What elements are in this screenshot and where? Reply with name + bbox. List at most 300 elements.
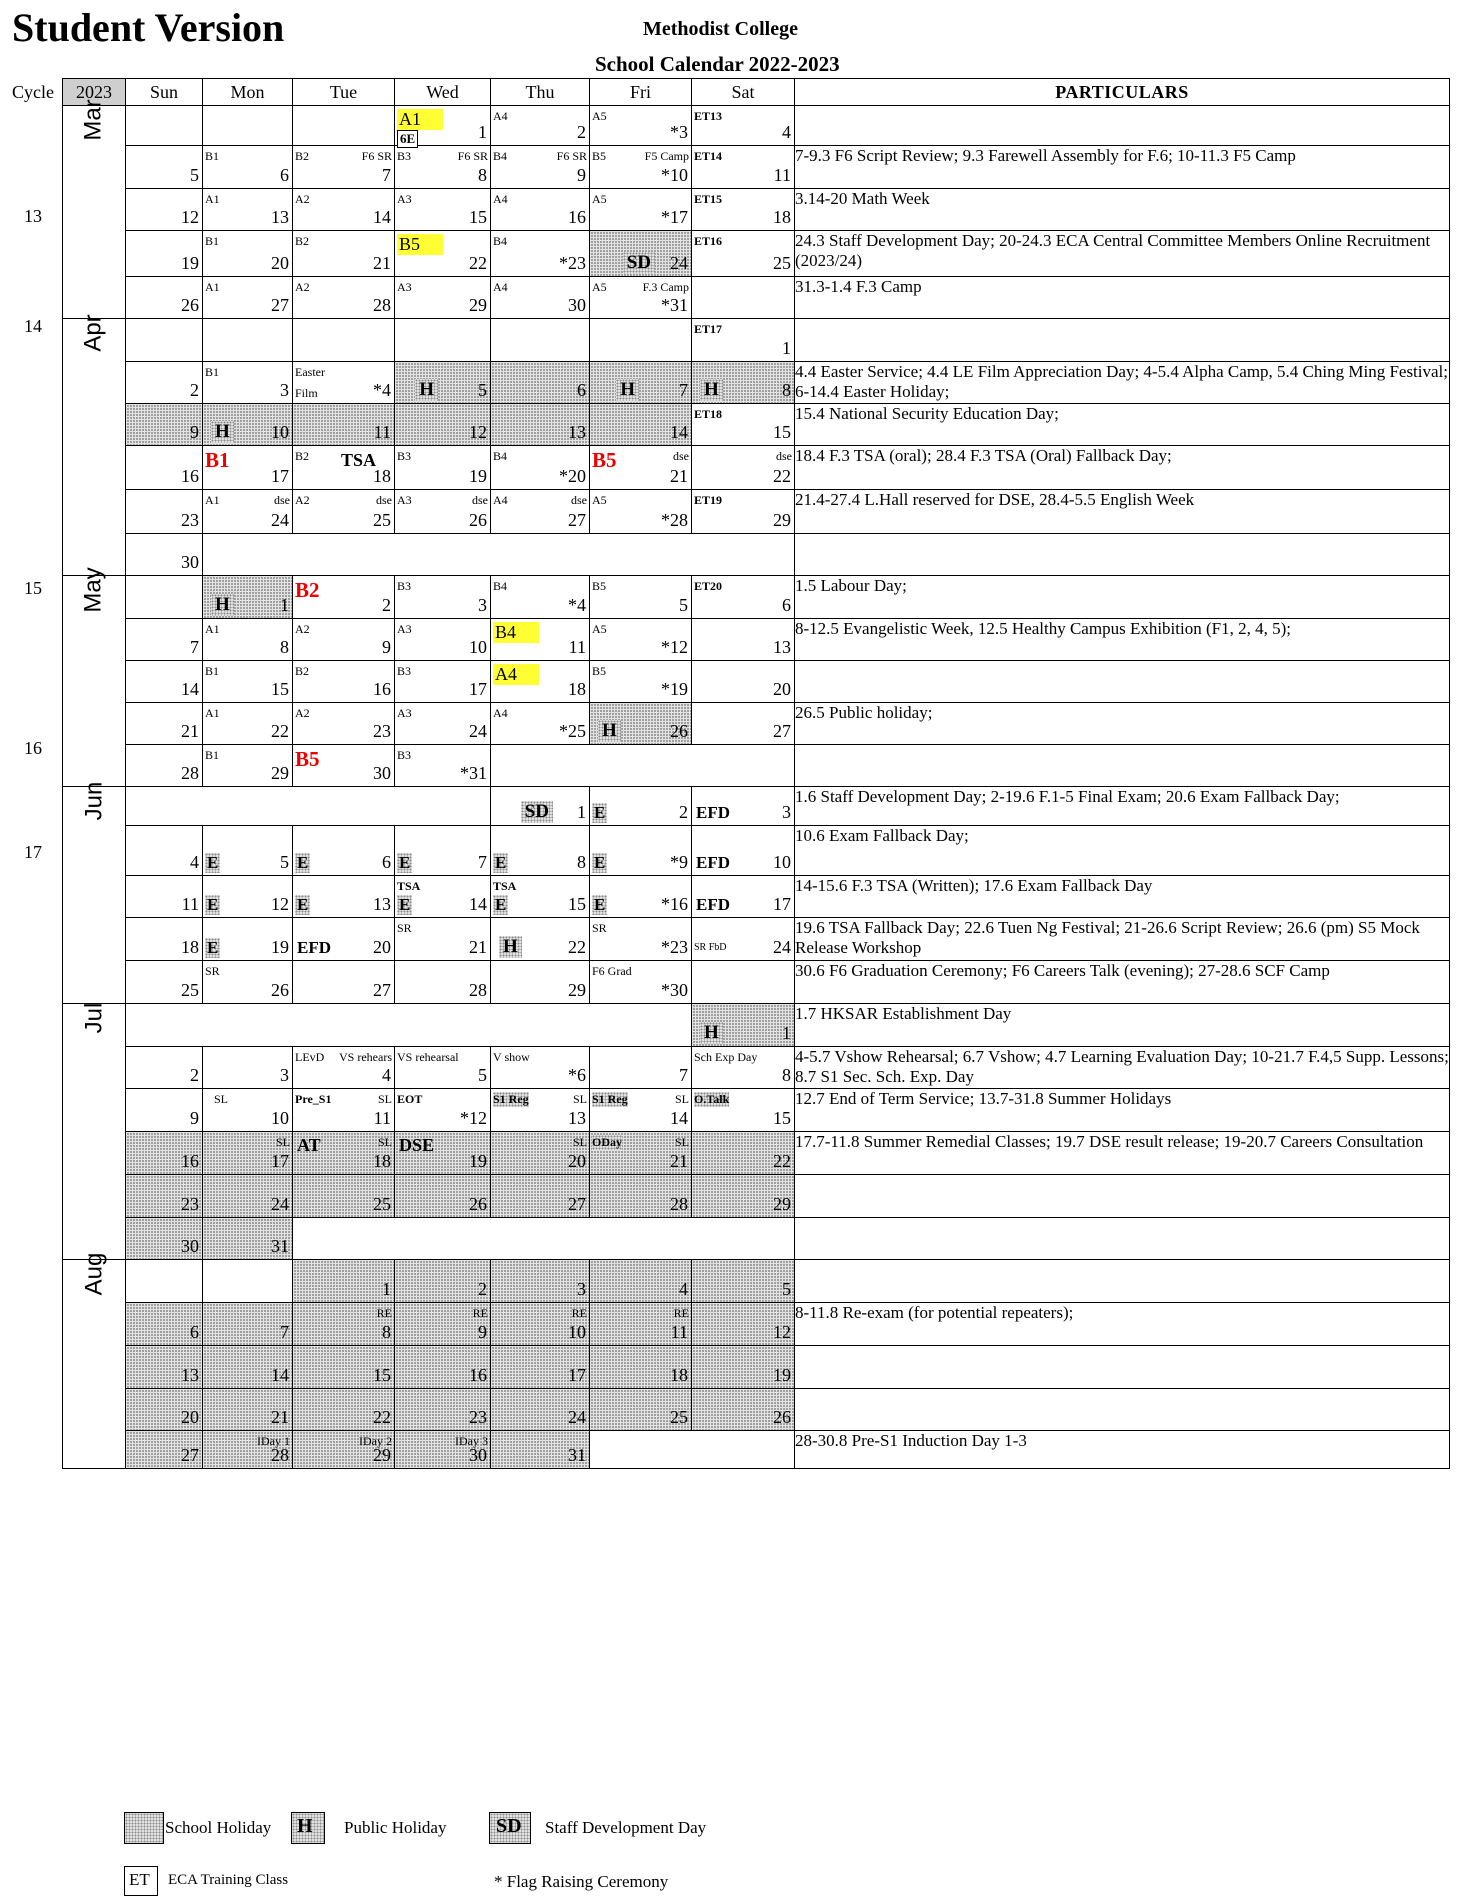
cycle-code: A2 [295,622,310,636]
cycle-code: A4 [493,109,508,123]
exam-mark: E [399,853,411,872]
day-cell [491,1047,590,1089]
day-number: 13 [568,1108,586,1128]
day-cell [126,918,203,961]
day-number: 26 [670,721,688,741]
day-cell [203,146,293,189]
week-row [63,1218,1450,1260]
day-cell [203,619,293,661]
day-cell [491,876,590,918]
day-number: 7 [190,637,199,657]
day-number: 26 [469,510,487,530]
day-number: 22 [568,937,586,957]
cycle-code: A2 [295,192,310,206]
particulars-cell: 17.7-11.8 Summer Remedial Classes; 19.7 DSE result release; 19-20.7 Careers Consultation [795,1132,1450,1175]
cycle-code: A1 [205,192,220,206]
empty-day-cell [203,319,293,362]
day-cell [491,404,590,446]
empty-day-cell [126,1260,203,1303]
empty-day-cell [293,106,395,146]
day-cell [590,787,692,826]
day-cell [203,362,293,404]
cycle-code: ET17 [694,322,723,336]
day-cell [126,362,203,404]
day-number: 24 [568,1407,586,1427]
day-number: 5 [280,852,289,872]
day-number: 9 [382,637,391,657]
cycle-code: B5 [592,448,617,472]
day-number: 19 [271,937,289,957]
day-cell [590,277,692,319]
day-number: 18 [670,1365,688,1385]
day-cell [395,619,491,661]
day-number: 14 [670,422,688,442]
day-cell [491,1089,590,1132]
day-number: 29 [773,510,791,530]
day-number: 5 [478,380,487,400]
day-number: 14 [271,1365,289,1385]
document-title: Student Version [12,5,285,50]
month-label [63,567,126,787]
cycle-code: A2 [295,493,310,507]
cycle-code: B5 [592,149,607,163]
particulars-cell: 19.6 TSA Fallback Day; 22.6 Tuen Ng Festival; 21-26.6 Script Review; 26.6 (pm) S5 Mock Release Workshop [795,918,1450,961]
day-number: 17 [568,1365,586,1385]
day-number: 6 [190,1322,199,1342]
day-cell [126,277,203,319]
day-cell [692,787,795,826]
day-cell [395,446,491,490]
day-number: 29 [469,295,487,315]
day-number: 15 [271,679,289,699]
event-note: SL [377,1092,392,1106]
day-cell [395,1389,491,1431]
day-number: *3 [670,122,688,142]
day-cell [395,1260,491,1303]
cycle-code: B3 [397,748,412,762]
month-label [63,99,126,319]
day-cell [126,1389,203,1431]
day-number: 30 [568,295,586,315]
day-number: *17 [661,207,688,227]
cell-subnote: Film [295,386,318,400]
day-cell [293,661,395,703]
day-cell [126,1346,203,1389]
day-cell [126,619,203,661]
day-cell [590,961,692,1004]
week-row [63,1431,1450,1469]
cycle-code: B1 [205,748,220,762]
cycle-code: ET20 [694,579,723,593]
day-header-sat: Sat [692,79,795,106]
day-number: 6 [577,380,586,400]
day-cell [590,362,692,404]
day-cell [126,876,203,918]
particulars-cell: 24.3 Staff Development Day; 20-24.3 ECA Central Committee Members Online Recruitment (2023/24) [795,231,1450,277]
cycle-code: A2 [295,706,310,720]
cycle-code: Pre_S1 [295,1092,332,1106]
day-number: 19 [469,1151,487,1171]
day-cell [590,1346,692,1389]
week-row [63,106,1450,146]
cycle-code: B1 [205,149,220,163]
cycle-code: F6 Grad [592,964,632,978]
empty-day-cell [395,319,491,362]
particulars-cell: 28-30.8 Pre-S1 Induction Day 1-3 [795,1431,1450,1469]
cycle-code: A4 [493,192,508,206]
event-note: SL [674,1092,689,1106]
cycle-code: B5 [592,579,607,593]
day-number: 18 [373,466,391,486]
day-number: 2 [382,595,391,615]
day-cell [590,826,692,876]
empty-day-cell [203,1260,293,1303]
cycle-15: 15 [24,578,42,598]
public-holiday-mark: H [297,1815,313,1837]
cycle-code: B3 [397,449,412,463]
cycle-code: A5 [592,192,607,206]
week-row [63,490,1450,534]
cycle-code: B4 [493,149,508,163]
exam-mark: E [207,853,219,872]
empty-day-cell [491,745,795,787]
day-number: 27 [568,1194,586,1214]
day-cell [590,1089,692,1132]
week-row [63,231,1450,277]
day-number: 24 [670,253,688,273]
day-number: 11 [373,422,391,442]
day-cell [203,446,293,490]
day-cell [395,231,491,277]
day-number: *25 [559,721,586,741]
exam-mark: EFD [696,895,730,914]
public-holiday-mark: H [700,1022,723,1044]
day-number: 14 [469,894,487,914]
cycle-code: B2 [295,664,310,678]
cycle-code: EOT [397,1092,423,1106]
day-number: 30 [469,1445,487,1465]
day-cell [293,362,395,404]
day-number: 29 [373,1445,391,1465]
day-number: 14 [373,207,391,227]
day-header-thu: Thu [491,79,590,106]
day-cell [590,918,692,961]
day-cell [590,231,692,277]
day-number: 3 [280,1065,289,1085]
day-number: 5 [679,595,688,615]
day-cell [203,1218,293,1260]
day-cell [203,404,293,446]
cycle-code: ET15 [694,192,723,206]
particulars-cell: 4.4 Easter Service; 4.4 LE Film Appreciation Day; 4-5.4 Alpha Camp, 5.4 Ching Ming Festival; 6-14.4 Easter Holiday; [795,362,1450,404]
day-number: 20 [773,679,791,699]
day-number: 25 [181,980,199,1000]
day-cell [395,106,491,146]
empty-day-cell [126,576,203,619]
day-cell [395,146,491,189]
day-number: 26 [271,980,289,1000]
day-cell [126,231,203,277]
day-cell [692,1346,795,1389]
day-number: 26 [181,295,199,315]
week-row [63,576,1450,619]
day-cell [692,1260,795,1303]
week-row [63,703,1450,745]
particulars-cell: 30.6 F6 Graduation Ceremony; F6 Careers Talk (evening); 27-28.6 SCF Camp [795,961,1450,1004]
day-number: 6 [382,852,391,872]
day-cell [590,619,692,661]
day-number: 7 [382,165,391,185]
day-cell [491,1389,590,1431]
day-number: 22 [773,466,791,486]
cycle-code: A1 [397,109,443,130]
cycle-code: B4 [493,622,539,643]
cycle-code: B2 [295,578,320,602]
particulars-cell: 7-9.3 F6 Script Review; 9.3 Farewell Assembly for F.6; 10-11.3 F5 Camp [795,146,1450,189]
day-number: 11 [773,165,791,185]
day-number: 21 [670,466,688,486]
day-number: 30 [181,552,199,572]
event-note: SL [214,1092,229,1106]
day-cell [692,826,795,876]
day-cell [395,1175,491,1218]
cycle-code: SR [592,921,607,935]
month-label [63,1252,126,1469]
cycle-code: ET18 [694,407,723,421]
event-note: SL [674,1135,689,1149]
day-number: 31 [568,1445,586,1465]
cycle-code: A3 [397,280,412,294]
day-number: 3 [478,595,487,615]
day-number: 8 [782,380,791,400]
week-row [63,1260,1450,1303]
particulars-cell: 1.6 Staff Development Day; 2-19.6 F.1-5 Final Exam; 20.6 Exam Fallback Day; [795,787,1450,826]
week-row [63,146,1450,189]
day-cell [126,745,203,787]
day-number: 15 [568,894,586,914]
day-cell [293,277,395,319]
week-row [63,362,1450,404]
day-number: 2 [190,1065,199,1085]
day-cell [590,189,692,231]
day-cell [293,231,395,277]
day-cell [491,231,590,277]
event-note: SL [572,1135,587,1149]
day-cell [491,1303,590,1346]
exam-mark: E [495,853,507,872]
day-number: *30 [661,980,688,1000]
cycle-code: B5 [397,234,443,255]
day-cell [126,404,203,446]
event-note: F5 Camp [644,149,689,163]
cycle-code: B4 [493,449,508,463]
day-number: 13 [271,207,289,227]
event-note: F.3 Camp [642,280,689,294]
day-number: 7 [280,1322,289,1342]
cycle-code: B1 [205,365,220,379]
cycle-code: VS rehearsal [397,1050,459,1064]
day-cell [692,1004,795,1047]
calendar-table [62,78,1450,1469]
empty-day-cell [692,277,795,319]
cycle-code: A3 [397,192,412,206]
day-cell [203,1303,293,1346]
week-row [63,277,1450,319]
day-number: 13 [773,637,791,657]
particulars-header: PARTICULARS [795,79,1450,106]
cycle-code: A4 [493,706,508,720]
particulars-cell: 26.5 Public holiday; [795,703,1450,745]
day-cell [491,446,590,490]
day-number: 20 [373,937,391,957]
cycle-code: A5 [592,493,607,507]
day-cell [491,1260,590,1303]
day-number: *20 [559,466,586,486]
event-note: IDay 2 [359,1434,392,1448]
day-cell [126,146,203,189]
particulars-cell: 8-11.8 Re-exam (for potential repeaters); [795,1303,1450,1346]
public-holiday-label: Public Holiday [344,1818,447,1837]
cycle-code: SR [205,964,220,978]
day-cell [692,1047,795,1089]
week-row [63,826,1450,876]
cycle-code: ET13 [694,109,723,123]
particulars-cell [795,1218,1450,1260]
day-cell [293,961,395,1004]
particulars-cell: 1.5 Labour Day; [795,576,1450,619]
staff-dev-mark: SD [623,252,655,274]
day-number: 28 [469,980,487,1000]
day-cell [692,404,795,446]
event-note: IDay 3 [455,1434,488,1448]
particulars-cell [795,106,1450,146]
day-number: 10 [271,422,289,442]
day-number: 28 [373,295,391,315]
particulars-cell [795,1260,1450,1303]
day-cell [692,189,795,231]
day-number: 18 [181,937,199,957]
school-holiday-swatch [124,1812,164,1844]
day-cell [293,1132,395,1175]
day-number: 27 [271,295,289,315]
day-number: 16 [568,207,586,227]
day-cell [491,1175,590,1218]
day-number: 3 [280,380,289,400]
day-cell [203,661,293,703]
day-cell [692,106,795,146]
day-cell [590,106,692,146]
cycle-code: A2 [295,280,310,294]
day-number: 12 [469,422,487,442]
year-header: 2023 [63,79,126,106]
week-row [63,787,1450,826]
day-number: *10 [661,165,688,185]
cycle-code: A1 [205,622,220,636]
month-name: Apr [79,314,107,352]
event-note: F6 SR [457,149,488,163]
week-row [63,446,1450,490]
day-cell [293,1047,395,1089]
day-cell [491,619,590,661]
day-number: 15 [773,1108,791,1128]
day-number: *28 [661,510,688,530]
day-number: 19 [469,466,487,486]
day-number: 9 [577,165,586,185]
cycle-code: LEvD [295,1050,325,1064]
day-number: 18 [568,679,586,699]
day-header-mon: Mon [203,79,293,106]
day-cell [491,826,590,876]
cycle-16: 16 [24,738,42,758]
day-cell [395,189,491,231]
particulars-cell [795,1175,1450,1218]
cell-subnote: 6E [397,130,418,148]
day-cell [126,1303,203,1346]
day-number: 2 [577,122,586,142]
day-cell [203,961,293,1004]
day-cell [491,146,590,189]
day-cell [293,703,395,745]
day-number: 29 [773,1194,791,1214]
day-cell [692,661,795,703]
day-cell [203,1175,293,1218]
day-number: *12 [460,1108,487,1128]
day-number: 16 [373,679,391,699]
day-cell [203,277,293,319]
cycle-code: ET16 [694,234,723,248]
day-number: 18 [373,1151,391,1171]
event-note: F6 SR [361,149,392,163]
cycle-code: B4 [493,579,508,593]
week-row [63,961,1450,1004]
empty-day-cell [126,1004,692,1047]
particulars-cell [795,1346,1450,1389]
cycle-code: A1 [205,280,220,294]
day-number: 26 [773,1407,791,1427]
week-row [63,534,1450,576]
day-number: 25 [773,253,791,273]
cycle-code: S1 Reg [493,1092,529,1106]
cycle-code: V show [493,1050,530,1064]
day-cell [293,1303,395,1346]
public-holiday-mark: H [700,379,723,401]
day-number: *12 [661,637,688,657]
day-cell [203,1389,293,1431]
day-number: 17 [271,1151,289,1171]
exam-mark: E [594,803,606,822]
day-cell [203,703,293,745]
day-cell [203,1047,293,1089]
school-holiday-label: School Holiday [165,1818,272,1837]
day-cell [491,1132,590,1175]
cycle-code: A4 [493,280,508,294]
particulars-cell: 31.3-1.4 F.3 Camp [795,277,1450,319]
day-cell [203,576,293,619]
cycle-code: S1 Reg [592,1092,628,1106]
day-number: 3 [577,1279,586,1299]
day-cell [203,1346,293,1389]
exam-mark: E [495,895,507,914]
day-number: 21 [670,1151,688,1171]
day-cell [293,1175,395,1218]
day-number: 19 [773,1365,791,1385]
day-header-fri: Fri [590,79,692,106]
cycle-13: 13 [24,206,42,226]
day-number: 8 [577,852,586,872]
empty-day-cell [293,1218,795,1260]
day-number: *4 [568,595,586,615]
day-cell [491,277,590,319]
